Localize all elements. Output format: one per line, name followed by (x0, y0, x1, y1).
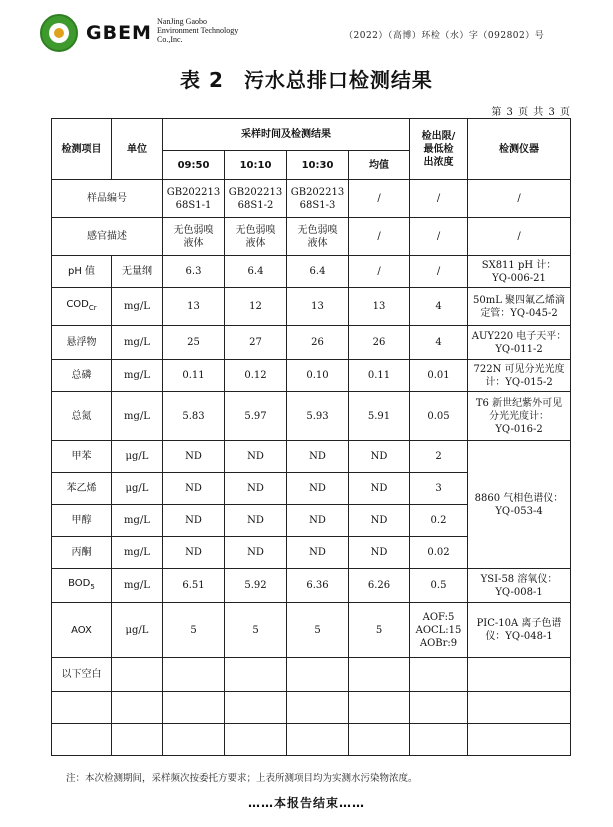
empty-cell (287, 692, 349, 724)
table-row (52, 326, 571, 360)
sample-id-limit: / (410, 180, 468, 218)
detection-limit-cell: 0.05 (410, 392, 468, 441)
detection-limit-cell: 0.01 (410, 360, 468, 392)
value-cell: ND (287, 473, 349, 505)
value-cell: 13 (287, 288, 349, 326)
unit-cell: mg/L (112, 288, 163, 326)
table-row (52, 256, 571, 288)
table-row (52, 218, 571, 256)
value-cell: 6.36 (287, 569, 349, 603)
item-name: 总氮 (52, 392, 112, 441)
value-cell: ND (287, 505, 349, 537)
value-cell: 0.11 (349, 360, 410, 392)
table-row (52, 603, 571, 658)
value-cell: 26 (287, 326, 349, 360)
item-name: 悬浮物 (52, 326, 112, 360)
detection-limit-cell: / (410, 256, 468, 288)
table-title: 污水总排口检测结果 (243, 68, 433, 92)
instrument-cell: AUY220 电子天平： YQ-011-2 (468, 326, 571, 360)
table-row (52, 360, 571, 392)
header-time: 09:50 (163, 151, 225, 180)
value-cell: ND (225, 441, 287, 473)
value-cell: 25 (163, 326, 225, 360)
value-cell: 5.97 (225, 392, 287, 441)
value-cell: ND (163, 537, 225, 569)
header-time: 10:30 (287, 151, 349, 180)
empty-cell (52, 724, 112, 756)
value-cell: 5 (225, 603, 287, 658)
detection-limit-cell: 0.2 (410, 505, 468, 537)
item-name: pH 值 (52, 256, 112, 288)
item-name: 总磷 (52, 360, 112, 392)
sample-id-instrument: / (468, 180, 571, 218)
gc-instrument-cell: 8860 气相色谱仪： YQ-053-4 (468, 441, 571, 569)
header-unit: 单位 (112, 119, 163, 180)
item-name: 苯乙烯 (52, 473, 112, 505)
sensory-limit: / (410, 218, 468, 256)
value-cell: ND (163, 505, 225, 537)
value-cell: 5 (163, 603, 225, 658)
sample-id-cell: GB202213 68S1-2 (225, 180, 287, 218)
table-row (52, 692, 571, 724)
instrument-cell: T6 新世纪紫外可见 分光光度计： YQ-016-2 (468, 392, 571, 441)
empty-cell (410, 724, 468, 756)
item-name: 甲醇 (52, 505, 112, 537)
header-time: 均值 (349, 151, 410, 180)
value-cell: 13 (349, 288, 410, 326)
value-cell: ND (225, 505, 287, 537)
detection-limit-cell: 4 (410, 288, 468, 326)
table-row (52, 724, 571, 756)
page-indicator: 第 3 页 共 3 页 (491, 107, 571, 118)
value-cell: 0.12 (225, 360, 287, 392)
value-cell: ND (287, 537, 349, 569)
empty-cell (112, 692, 163, 724)
value-cell: 26 (349, 326, 410, 360)
item-name: 丙酮 (52, 537, 112, 569)
header-detection-limit: 检出限/ 最低检 出浓度 (410, 119, 468, 180)
unit-cell: μg/L (112, 473, 163, 505)
sensory-label: 感官描述 (52, 218, 163, 256)
sensory-instrument: / (468, 218, 571, 256)
unit-cell: mg/L (112, 569, 163, 603)
report-number: （2022）（高博）环检（水）字（092802）号 (344, 31, 545, 41)
header-instrument: 检测仪器 (468, 119, 571, 180)
unit-cell: mg/L (112, 326, 163, 360)
value-cell: 6.26 (349, 569, 410, 603)
value-cell: ND (349, 473, 410, 505)
detection-limit-cell: 4 (410, 326, 468, 360)
company-name: NanJing Gaobo Environment Technology Co.,Inc. (157, 17, 239, 44)
value-cell: 13 (163, 288, 225, 326)
unit-cell: mg/L (112, 537, 163, 569)
value-cell: ND (163, 441, 225, 473)
empty-cell (225, 692, 287, 724)
value-cell: 6.51 (163, 569, 225, 603)
sensory-cell: 无色弱嗅 液体 (225, 218, 287, 256)
table-row (52, 119, 571, 151)
instrument-cell: YSI-58 溶氧仪： YQ-008-1 (468, 569, 571, 603)
brand-name: GBEM (86, 22, 152, 44)
sensory-avg: / (349, 218, 410, 256)
detection-limit-cell: 0.02 (410, 537, 468, 569)
table-row (52, 288, 571, 326)
detection-limit-cell: AOF:5 AOCL:15 AOBr:9 (410, 603, 468, 658)
value-cell: 5.92 (225, 569, 287, 603)
blank-label: 以下空白 (52, 658, 112, 692)
value-cell: ND (163, 473, 225, 505)
value-cell: ND (349, 505, 410, 537)
item-name: 甲苯 (52, 441, 112, 473)
instrument-cell: 722N 可见分光光度 计：YQ-015-2 (468, 360, 571, 392)
value-cell: ND (287, 441, 349, 473)
empty-cell (410, 658, 468, 692)
empty-cell (287, 658, 349, 692)
empty-cell (349, 724, 410, 756)
instrument-cell: SX811 pH 计： YQ-006-21 (468, 256, 571, 288)
empty-cell (468, 658, 571, 692)
table-row (52, 658, 571, 692)
company-logo-seal (40, 14, 78, 52)
item-name: AOX (52, 603, 112, 658)
value-cell: 5.83 (163, 392, 225, 441)
value-cell: 0.11 (163, 360, 225, 392)
detection-limit-cell: 2 (410, 441, 468, 473)
empty-cell (468, 724, 571, 756)
sample-id-avg: / (349, 180, 410, 218)
value-cell: ND (225, 537, 287, 569)
empty-cell (52, 692, 112, 724)
table-row (52, 441, 571, 473)
detection-limit-cell: 3 (410, 473, 468, 505)
empty-cell (225, 658, 287, 692)
detection-limit-cell: 0.5 (410, 569, 468, 603)
empty-cell (225, 724, 287, 756)
value-cell: 5.93 (287, 392, 349, 441)
sensory-cell: 无色弱嗅 液体 (163, 218, 225, 256)
value-cell: 5 (349, 603, 410, 658)
value-cell: 6.3 (163, 256, 225, 288)
unit-cell: mg/L (112, 505, 163, 537)
header-item: 检测项目 (52, 119, 112, 180)
empty-cell (349, 658, 410, 692)
empty-cell (163, 658, 225, 692)
sample-id-label: 样品编号 (52, 180, 163, 218)
value-cell: ND (349, 441, 410, 473)
unit-cell: mg/L (112, 360, 163, 392)
unit-cell: μg/L (112, 603, 163, 658)
table-number: 表 2 (180, 68, 224, 92)
empty-cell (163, 692, 225, 724)
table-row (52, 569, 571, 603)
item-name: $BOD_5$ (52, 569, 112, 603)
report-header (0, 8, 613, 58)
unit-cell: 无量纲 (112, 256, 163, 288)
footnote: 注：本次检测期间，采样频次按委托方要求；上表所测项目均为实测水污染物浓度。 (66, 773, 418, 784)
empty-cell (112, 724, 163, 756)
empty-cell (349, 692, 410, 724)
empty-cell (410, 692, 468, 724)
instrument-cell: 50mL 聚四氟乙烯滴 定管：YQ-045-2 (468, 288, 571, 326)
empty-cell (163, 724, 225, 756)
value-cell: 0.10 (287, 360, 349, 392)
page-title (0, 64, 613, 93)
empty-cell (287, 724, 349, 756)
value-cell: 27 (225, 326, 287, 360)
empty-cell (112, 658, 163, 692)
value-cell: 5 (287, 603, 349, 658)
sample-id-cell: GB202213 68S1-3 (287, 180, 349, 218)
empty-cell (468, 692, 571, 724)
value-cell: ND (225, 473, 287, 505)
value-cell: 6.4 (287, 256, 349, 288)
unit-cell: mg/L (112, 392, 163, 441)
value-cell: 6.4 (225, 256, 287, 288)
value-cell: 5.91 (349, 392, 410, 441)
table-row (52, 180, 571, 218)
value-cell: / (349, 256, 410, 288)
value-cell: ND (349, 537, 410, 569)
item-name: $COD_{Cr}$ (52, 288, 112, 326)
instrument-cell: PIC-10A 离子色谱 仪：YQ-048-1 (468, 603, 571, 658)
sample-id-cell: GB202213 68S1-1 (163, 180, 225, 218)
header-sampling: 采样时间及检测结果 (163, 119, 410, 151)
report-end-mark: ……本报告结束…… (247, 796, 365, 810)
results-table (51, 118, 571, 756)
table-row (52, 392, 571, 441)
value-cell: 12 (225, 288, 287, 326)
sensory-cell: 无色弱嗅 液体 (287, 218, 349, 256)
header-time: 10:10 (225, 151, 287, 180)
unit-cell: μg/L (112, 441, 163, 473)
